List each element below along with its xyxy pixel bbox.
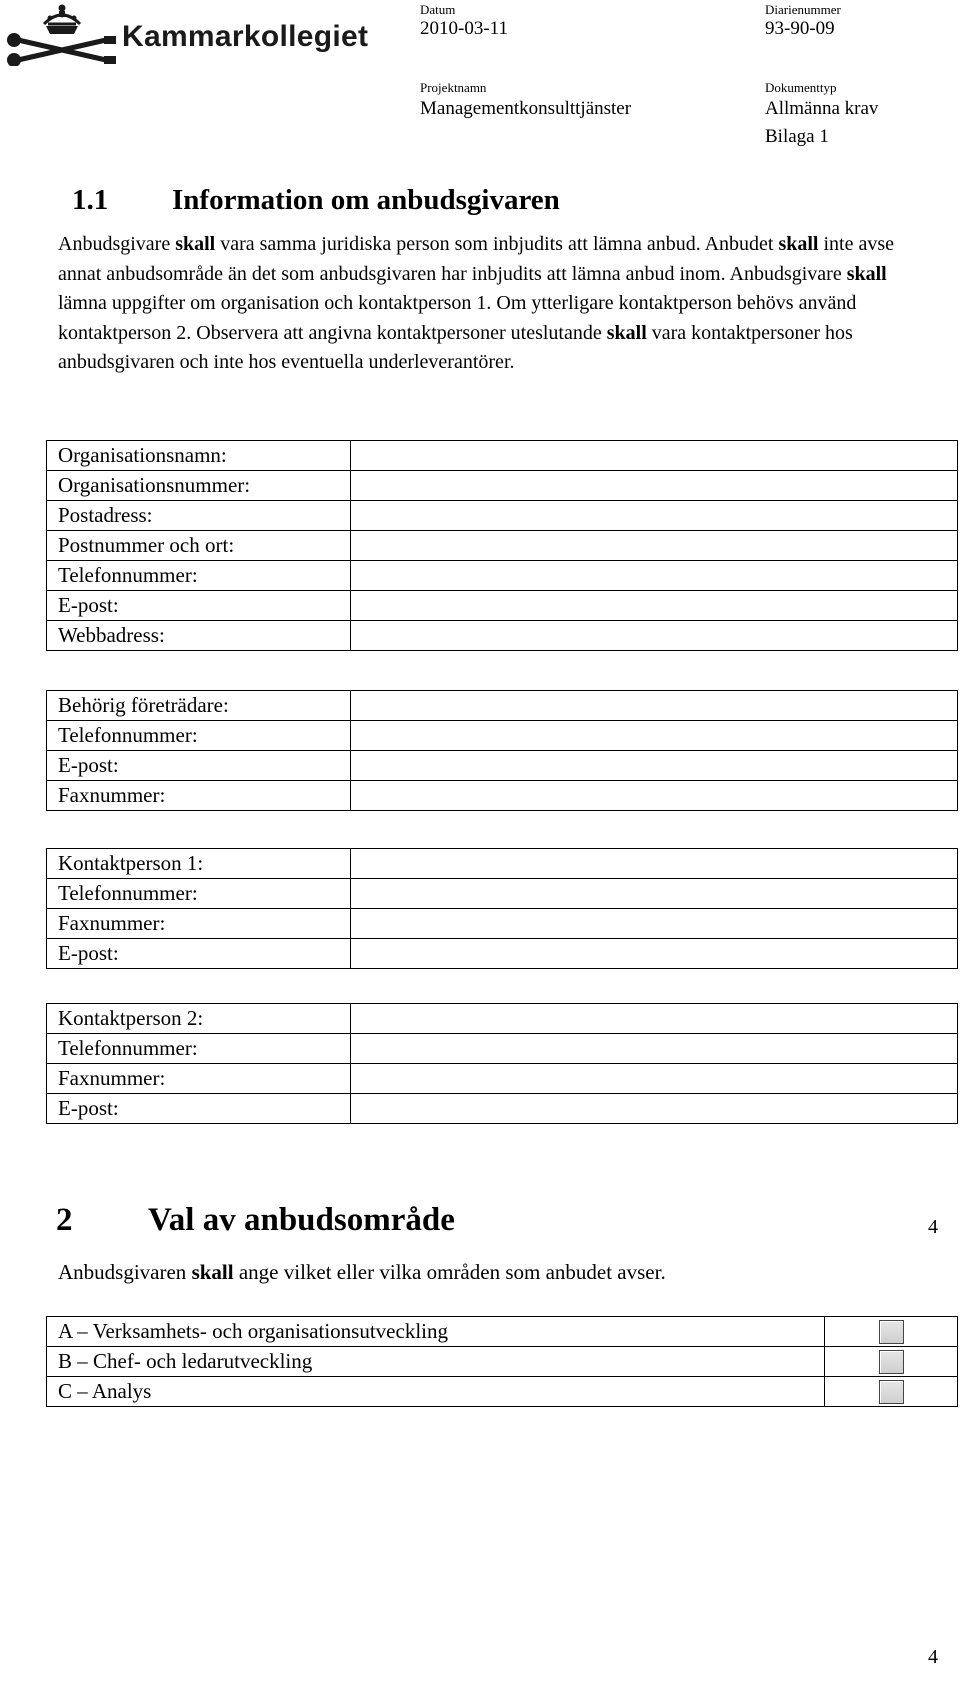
form-field[interactable] bbox=[351, 1064, 958, 1094]
form-field[interactable] bbox=[351, 591, 958, 621]
diarienummer-value: 93-90-09 bbox=[765, 18, 835, 39]
form-field[interactable] bbox=[351, 691, 958, 721]
emphasis-skall: skall bbox=[778, 233, 819, 255]
projektnamn-value: Managementkonsulttjänster bbox=[420, 98, 632, 119]
area-row bbox=[47, 1377, 958, 1407]
foretradare-table bbox=[46, 690, 958, 811]
emphasis-skall: skall bbox=[175, 233, 216, 255]
form-field[interactable] bbox=[351, 621, 958, 651]
datum-value: 2010-03-11 bbox=[420, 18, 508, 39]
form-field[interactable] bbox=[351, 939, 958, 969]
paragraph-text: vara kontaktpersoner hos anbudsgivaren och inte hos eventuella underleverantörer. bbox=[58, 321, 853, 373]
form-row bbox=[47, 501, 958, 531]
form-field[interactable] bbox=[351, 751, 958, 781]
form-label: E-post: bbox=[47, 939, 351, 969]
section-paragraph bbox=[58, 230, 918, 378]
paragraph-text: vara samma juridiska person som inbjudits att lämna anbud. Anbudet bbox=[215, 233, 779, 255]
section2-title: Val av anbudsområde bbox=[148, 1202, 455, 1238]
form-row bbox=[47, 621, 958, 651]
form-label: Kontaktperson 2: bbox=[47, 1004, 351, 1034]
crown-keys-icon bbox=[4, 2, 122, 66]
form-row bbox=[47, 531, 958, 561]
form-label: Webbadress: bbox=[47, 621, 351, 651]
paragraph-text: inte avse annat anbudsområde än det som anbudsgivaren har inbjudits att lämna anbud inom. Anbudsgivare bbox=[58, 233, 895, 285]
form-label: Behörig företrädare: bbox=[47, 691, 351, 721]
form-label: Telefonnummer: bbox=[47, 561, 351, 591]
kontakt1-table bbox=[46, 848, 958, 969]
form-label: Telefonnummer: bbox=[47, 721, 351, 751]
form-row bbox=[47, 1034, 958, 1064]
section-title: Information om anbudsgivaren bbox=[172, 184, 560, 216]
paragraph-text: Anbudsgivare bbox=[58, 233, 176, 255]
form-row bbox=[47, 441, 958, 471]
form-field[interactable] bbox=[351, 721, 958, 751]
form-field[interactable] bbox=[351, 781, 958, 811]
form-row bbox=[47, 591, 958, 621]
section-number: 1.1 bbox=[72, 184, 109, 216]
area-label: B – Chef- och ledarutveckling bbox=[47, 1347, 825, 1377]
dokumenttyp-label: Dokumenttyp bbox=[765, 80, 837, 95]
paragraph-text: lämna uppgifter om organisation och kontaktperson 1. Om ytterligare kontaktperson behövs använd kontaktperson 2. Observera att angivna kontaktpersoner uteslutande bbox=[58, 292, 857, 344]
form-label: Organisationsnamn: bbox=[47, 441, 351, 471]
form-row bbox=[47, 879, 958, 909]
form-field[interactable] bbox=[351, 909, 958, 939]
form-label: Faxnummer: bbox=[47, 781, 351, 811]
bilaga-value: Bilaga 1 bbox=[765, 126, 829, 147]
form-field[interactable] bbox=[351, 531, 958, 561]
form-row bbox=[47, 561, 958, 591]
form-label: Telefonnummer: bbox=[47, 1034, 351, 1064]
form-label: E-post: bbox=[47, 1094, 351, 1124]
form-label: E-post: bbox=[47, 751, 351, 781]
area-label: C – Analys bbox=[47, 1377, 825, 1407]
page-number: 4 bbox=[928, 1646, 938, 1668]
organisation-table bbox=[46, 440, 958, 651]
form-row bbox=[47, 691, 958, 721]
area-checkbox[interactable] bbox=[879, 1320, 904, 1344]
form-row bbox=[47, 721, 958, 751]
section2-text-post: ange vilket eller vilka områden som anbudet avser. bbox=[233, 1260, 666, 1284]
anbudsomrade-table bbox=[46, 1316, 958, 1407]
section-heading bbox=[72, 184, 560, 217]
form-label: Postnummer och ort: bbox=[47, 531, 351, 561]
area-row bbox=[47, 1347, 958, 1377]
emphasis-skall: skall bbox=[846, 262, 887, 285]
dokumenttyp-value: Allmänna krav bbox=[765, 98, 879, 119]
area-checkbox[interactable] bbox=[879, 1380, 904, 1404]
form-row bbox=[47, 939, 958, 969]
datum-label: Datum bbox=[420, 2, 456, 17]
area-checkbox-cell bbox=[825, 1317, 958, 1347]
form-label: Faxnummer: bbox=[47, 1064, 351, 1094]
form-label: E-post: bbox=[47, 591, 351, 621]
form-label: Organisationsnummer: bbox=[47, 471, 351, 501]
area-label: A – Verksamhets- och organisationsutveckling bbox=[47, 1317, 825, 1347]
section2-text-bold: skall bbox=[191, 1260, 234, 1284]
page-number-side: 4 bbox=[928, 1216, 938, 1238]
kontakt2-table bbox=[46, 1003, 958, 1124]
form-label: Telefonnummer: bbox=[47, 879, 351, 909]
area-checkbox[interactable] bbox=[879, 1350, 904, 1374]
area-checkbox-cell bbox=[825, 1347, 958, 1377]
form-field[interactable] bbox=[351, 1004, 958, 1034]
form-label: Kontaktperson 1: bbox=[47, 849, 351, 879]
form-row bbox=[47, 1064, 958, 1094]
form-row bbox=[47, 849, 958, 879]
projektnamn-label: Projektnamn bbox=[420, 80, 487, 95]
form-field[interactable] bbox=[351, 471, 958, 501]
diarienummer-label: Diarienummer bbox=[765, 2, 841, 17]
form-field[interactable] bbox=[351, 879, 958, 909]
section2-text-pre: Anbudsgivaren bbox=[58, 1260, 192, 1284]
form-row bbox=[47, 1004, 958, 1034]
form-row bbox=[47, 909, 958, 939]
logo-wordmark: Kammarkollegiet bbox=[122, 20, 369, 53]
form-field[interactable] bbox=[351, 441, 958, 471]
area-row bbox=[47, 1317, 958, 1347]
kammarkollegiet-logo bbox=[0, 0, 369, 70]
area-checkbox-cell bbox=[825, 1377, 958, 1407]
section2-number: 2 bbox=[56, 1202, 73, 1238]
emphasis-skall: skall bbox=[606, 321, 647, 344]
section2-paragraph bbox=[58, 1258, 918, 1288]
form-label: Faxnummer: bbox=[47, 909, 351, 939]
section2-heading bbox=[56, 1202, 455, 1239]
form-field[interactable] bbox=[351, 501, 958, 531]
form-row bbox=[47, 751, 958, 781]
form-row bbox=[47, 781, 958, 811]
form-row bbox=[47, 471, 958, 501]
form-field[interactable] bbox=[351, 1034, 958, 1064]
form-field[interactable] bbox=[351, 561, 958, 591]
form-label: Postadress: bbox=[47, 501, 351, 531]
form-row bbox=[47, 1094, 958, 1124]
form-field[interactable] bbox=[351, 849, 958, 879]
form-field[interactable] bbox=[351, 1094, 958, 1124]
